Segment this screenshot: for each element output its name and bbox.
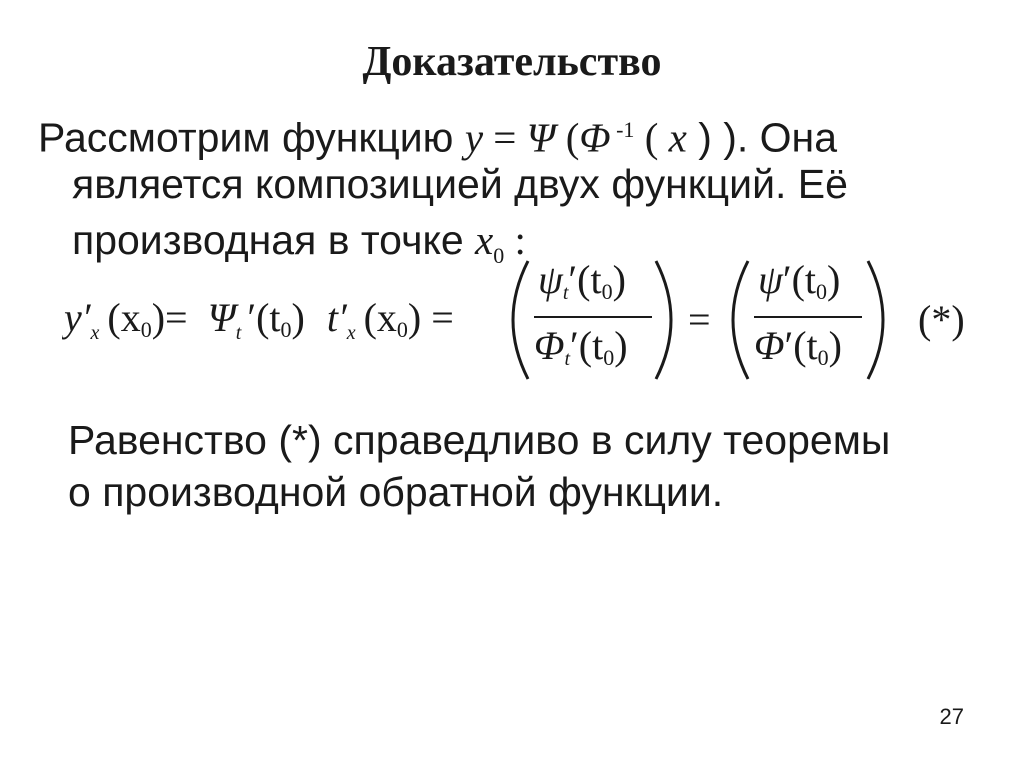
derivative-formula <box>62 255 982 385</box>
colon: : <box>504 217 526 263</box>
left-parenthesis <box>733 261 748 379</box>
equation-label: (*) <box>918 297 965 342</box>
paragraph-intro-line-1 <box>38 104 837 164</box>
formula-subscript: 0 <box>396 317 408 342</box>
formula-subscript: 0 <box>817 345 829 370</box>
psi-symbol: Ψ <box>526 114 556 161</box>
right-parenthesis <box>868 261 883 379</box>
formula-symbol: ′(t <box>568 257 602 302</box>
text: Рассмотрим функцию <box>38 114 465 161</box>
formula-symbol: ′(t <box>570 323 604 368</box>
formula-symbol: ) <box>291 295 305 340</box>
subscript: 0 <box>493 243 505 269</box>
formula-subscript: 0 <box>601 279 613 304</box>
formula-text <box>534 323 628 370</box>
var-x0: x <box>475 217 494 263</box>
formula-subscript: 0 <box>280 317 292 342</box>
paren: ( <box>555 114 580 161</box>
formula-symbol: ′(t <box>782 257 817 302</box>
page-number: 27 <box>939 704 964 729</box>
formula-symbol: ) <box>612 257 626 302</box>
formula-text <box>62 295 454 344</box>
formula-subscript: 0 <box>603 345 615 370</box>
formula-symbol: t′ <box>326 295 347 340</box>
formula-subscript: x <box>90 322 100 344</box>
formula-subscript: 0 <box>140 317 152 342</box>
paragraph-conclusion-line-2: о производной обратной функции. <box>68 469 724 515</box>
formula-symbol: ψ <box>758 257 783 302</box>
formula-subscript: t <box>562 282 569 304</box>
formula-symbol: (x <box>107 295 141 340</box>
var-y: y <box>464 114 484 161</box>
formula-symbol: Φ <box>754 323 785 368</box>
formula-symbol: Ψ <box>207 295 236 340</box>
formula-text <box>538 257 626 304</box>
formula-text <box>758 257 840 304</box>
formula-symbol: ) = <box>407 295 454 340</box>
paragraph-intro-line-2: является композицией двух функций. Её <box>72 161 848 207</box>
formula-symbol: ′(t <box>784 323 818 368</box>
formula-symbol: Φ <box>534 323 565 368</box>
equals: = <box>483 114 527 161</box>
text: производная в точке <box>72 217 476 263</box>
paren: ( <box>634 114 669 161</box>
formula-symbol: (x <box>363 295 397 340</box>
formula-subscript: x <box>346 322 356 344</box>
equals-sign: = <box>688 297 711 342</box>
formula-symbol: ′(t <box>247 295 281 340</box>
formula-symbol: )= <box>151 295 188 340</box>
formula-symbol: y′ <box>64 295 91 340</box>
right-parenthesis <box>656 261 671 379</box>
var-x: x <box>668 114 687 161</box>
text: ) ). Она <box>686 114 838 161</box>
formula-symbol: ) <box>827 257 841 302</box>
paragraph-conclusion-line-1: Равенство (*) справедливо в силу теоремы <box>68 417 891 463</box>
inverse-exponent: -1 <box>610 117 635 142</box>
formula-symbol: ) <box>828 323 842 368</box>
formula-subscript: t <box>235 322 242 344</box>
formula-symbol: ) <box>614 323 628 368</box>
slide-title: Доказательство <box>362 39 662 85</box>
phi-symbol: Φ <box>579 114 611 161</box>
formula-subscript: 0 <box>816 279 828 304</box>
formula-subscript: t <box>564 348 571 370</box>
formula-text <box>754 323 842 370</box>
formula-symbol: ψ <box>538 257 563 302</box>
left-parenthesis <box>513 261 528 379</box>
